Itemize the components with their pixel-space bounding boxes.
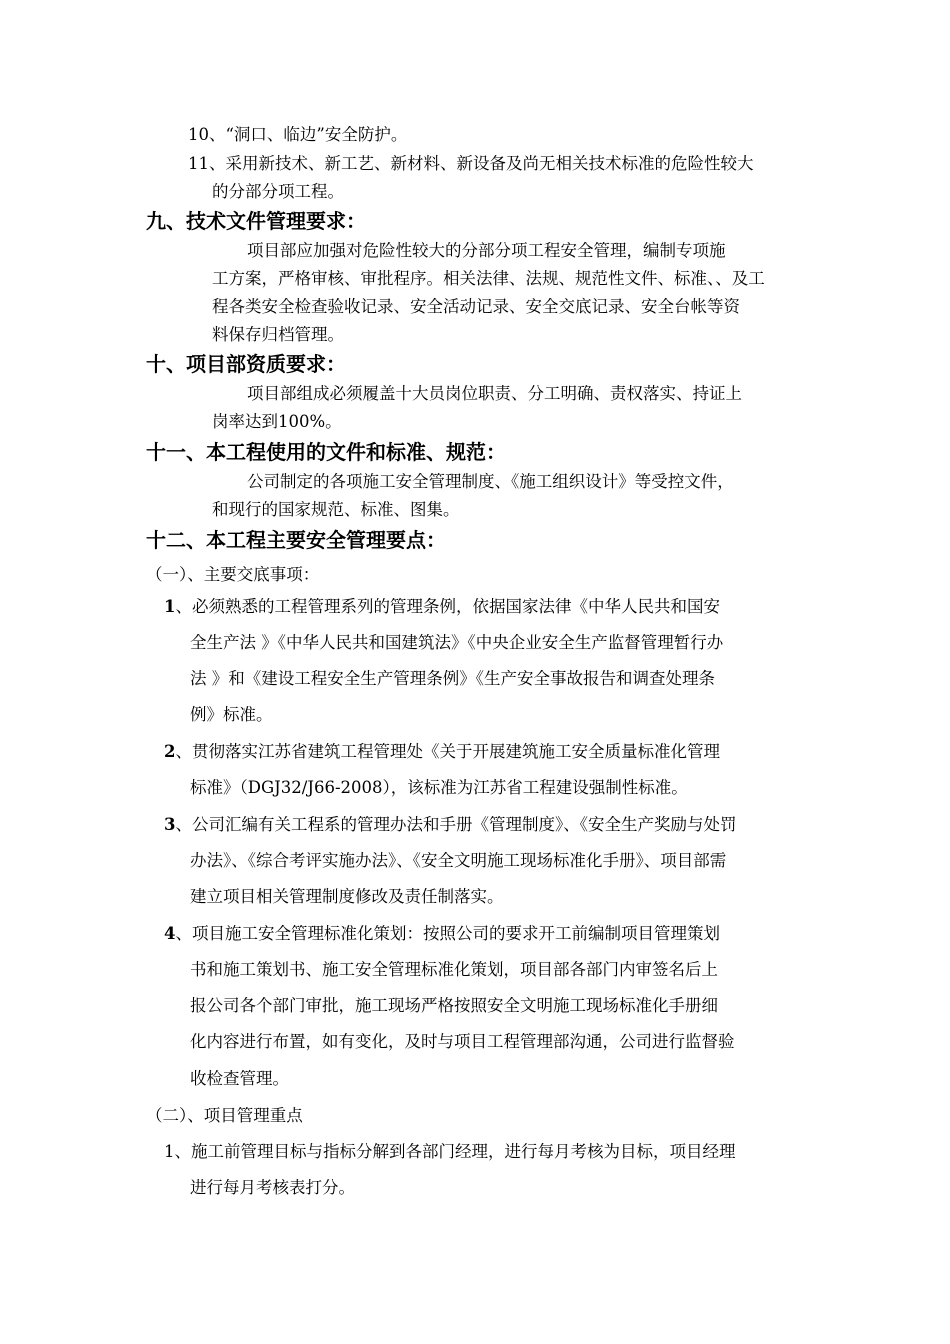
section-10-para-line2: 岗率达到100%。	[212, 412, 342, 431]
section-11-heading: 十一、本工程使用的文件和标准、规范：	[146, 440, 506, 464]
item-1-number: 1	[164, 597, 176, 616]
list-item-11-line2: 的分部分项工程。	[212, 182, 344, 201]
list-item-10: 10、“洞口、临边”安全防护。	[188, 125, 408, 144]
item-4-line1	[164, 923, 720, 945]
item-3-number: 3	[164, 815, 176, 834]
item-1-line2: 全生产法 》《中华人民共和国建筑法》《中央企业安全生产监督管理暂行办	[190, 633, 724, 652]
subsection-1-heading: （一）、主要交底事项：	[146, 565, 320, 584]
section-9-para-line2: 工方案，严格审核、审批程序。相关法律、法规、规范性文件、标准、、及工	[212, 269, 765, 288]
section-10-para-line1: 项目部组成必须履盖十大员岗位职责、分工明确、责权落实、持证上	[247, 384, 742, 403]
subsection-2-heading: （二）、项目管理重点	[146, 1106, 303, 1125]
item-2-line2: 标准》（DGJ32/J66-2008），该标准为江苏省工程建设强制性标准。	[190, 778, 688, 797]
item-4-line1-text: 、项目施工安全管理标准化策划：按照公司的要求开工前编制项目管理策划	[175, 924, 720, 943]
section-10-heading: 十、项目部资质要求：	[146, 352, 346, 376]
subitem-1-line1: 1、施工前管理目标与指标分解到各部门经理，进行每月考核为目标，项目经理	[164, 1142, 736, 1161]
subitem-1-line2: 进行每月考核表打分。	[190, 1178, 355, 1197]
section-11-para-line1: 公司制定的各项施工安全管理制度、《施工组织设计》等受控文件，	[247, 472, 734, 491]
item-4-line5: 收检查管理。	[190, 1069, 289, 1088]
item-1-line3: 法 》和《建设工程安全生产管理条例》《生产安全事故报告和调查处理条	[190, 669, 715, 688]
item-4-line2: 书和施工策划书、施工安全管理标准化策划，项目部各部门内审签名后上	[190, 960, 718, 979]
item-1-line4: 例》标准。	[190, 705, 273, 724]
section-9-heading: 九、技术文件管理要求：	[146, 209, 366, 233]
item-4-line3: 报公司各个部门审批，施工现场严格按照安全文明施工现场标准化手册细	[190, 996, 718, 1015]
section-9-para-line3: 程各类安全检查验收记录、安全活动记录、安全交底记录、安全台帐等资	[212, 297, 740, 316]
list-item-11-line1: 11、采用新技术、新工艺、新材料、新设备及尚无相关技术标准的危险性较大	[188, 154, 754, 173]
section-9-para-line1: 项目部应加强对危险性较大的分部分项工程安全管理，编制专项施	[247, 241, 726, 260]
item-3-line3: 建立项目相关管理制度修改及责任制落实。	[190, 887, 504, 906]
item-4-number: 4	[164, 924, 176, 943]
item-3-line1	[164, 814, 736, 836]
section-9-para-line4: 料保存归档管理。	[212, 325, 344, 344]
item-2-line1	[164, 741, 720, 763]
item-1-line1-text: 、必须熟悉的工程管理系列的管理条例，依据国家法律《中华人民共和国安	[175, 597, 720, 616]
item-4-line4: 化内容进行布置，如有变化，及时与项目工程管理部沟通，公司进行监督验	[190, 1032, 735, 1051]
item-3-line2: 办法》、《综合考评实施办法》、《安全文明施工现场标准化手册》、项目部需	[190, 851, 727, 870]
section-12-heading: 十二、本工程主要安全管理要点：	[146, 528, 446, 552]
item-2-line1-text: 、贯彻落实江苏省建筑工程管理处《关于开展建筑施工安全质量标准化管理	[175, 742, 720, 761]
item-1-line1	[164, 596, 720, 618]
item-3-line1-text: 、公司汇编有关工程系的管理办法和手册《管理制度》、《安全生产奖励与处罚	[175, 815, 737, 834]
item-2-number: 2	[164, 742, 176, 761]
section-11-para-line2: 和现行的国家规范、标准、图集。	[212, 500, 460, 519]
